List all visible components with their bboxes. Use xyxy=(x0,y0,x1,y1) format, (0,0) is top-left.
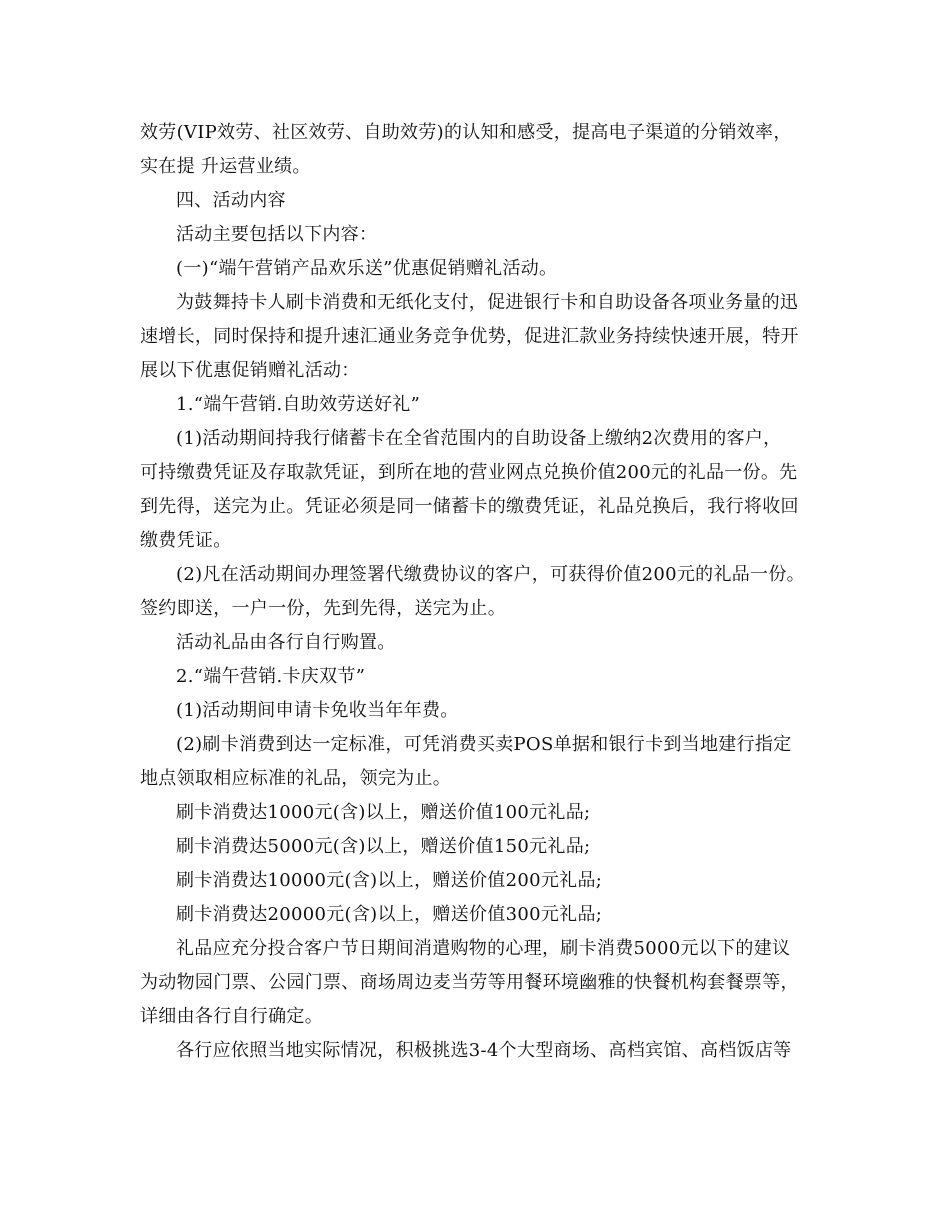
document-body xyxy=(140,116,830,1068)
text-line: 为鼓舞持卡人刷卡消费和无纸化支付，促进银行卡和自助设备各项业务量的迅 xyxy=(176,292,799,313)
text-line: (2)刷卡消费到达一定标准，可凭消费买卖POS单据和银行卡到当地建行指定 xyxy=(176,734,792,755)
text-line: 活动主要包括以下内容： xyxy=(176,224,378,245)
text-line: 速增长，同时保持和提升速汇通业务竞争优势，促进汇款业务持续快速开展，特开 xyxy=(140,326,799,347)
text-line: 缴费凭证。 xyxy=(140,530,232,551)
text-line: 为动物园门票、公园门票、商场周边麦当劳等用餐环境幽雅的快餐机构套餐票等， xyxy=(140,972,799,993)
text-line: (1)活动期间持我行储蓄卡在全省范围内的自助设备上缴纳2次费用的客户， xyxy=(176,428,782,449)
text-line: 可持缴费凭证及存取款凭证，到所在地的营业网点兑换价值200元的礼品一份。先 xyxy=(140,462,798,483)
section-heading: 四、活动内容 xyxy=(176,190,286,211)
text-line: 详细由各行自行确定。 xyxy=(140,1006,323,1027)
text-line: 礼品应充分投合客户节日期间消遣购物的心理，刷卡消费5000元以下的建议 xyxy=(176,938,791,959)
reward-tier-line: 刷卡消费达20000元(含)以上，赠送价值300元礼品; xyxy=(176,904,603,925)
text-line: 实在提 升运营业绩。 xyxy=(140,156,311,177)
subsection-heading: (一)“端午营销产品欢乐送”优惠促销赠礼活动。 xyxy=(176,258,558,279)
text-line: 到先得，送完为止。凭证必须是同一储蓄卡的缴费凭证，礼品兑换后，我行将收回 xyxy=(140,496,799,517)
reward-tier-line: 刷卡消费达1000元(含)以上，赠送价值100元礼品; xyxy=(176,802,591,823)
text-line: 效劳(VIP效劳、社区效劳、自助效劳)的认知和感受，提高电子渠道的分销效率， xyxy=(140,122,792,143)
reward-tier-line: 刷卡消费达5000元(含)以上，赠送价值150元礼品; xyxy=(176,836,591,857)
text-line: 展以下优惠促销赠礼活动： xyxy=(140,360,360,381)
reward-tier-line: 刷卡消费达10000元(含)以上，赠送价值200元礼品; xyxy=(176,870,603,891)
text-line: 各行应依照当地实际情况，积极挑选3-4个大型商场、高档宾馆、高档饭店等 xyxy=(176,1040,792,1061)
text-line: (1)活动期间申请卡免收当年年费。 xyxy=(176,700,459,721)
text-line: 活动礼品由各行自行购置。 xyxy=(176,632,396,653)
item-heading: 2.“端午营销.卡庆双节” xyxy=(176,666,366,687)
text-line: 地点领取相应标准的礼品，领完为止。 xyxy=(140,768,452,789)
item-heading: 1.“端午营销.自助效劳送好礼” xyxy=(176,394,421,415)
text-line: (2)凡在活动期间办理签署代缴费协议的客户，可获得价值200元的礼品一份。 xyxy=(176,564,805,585)
text-line: 签约即送，一户一份，先到先得，送完为止。 xyxy=(140,598,506,619)
